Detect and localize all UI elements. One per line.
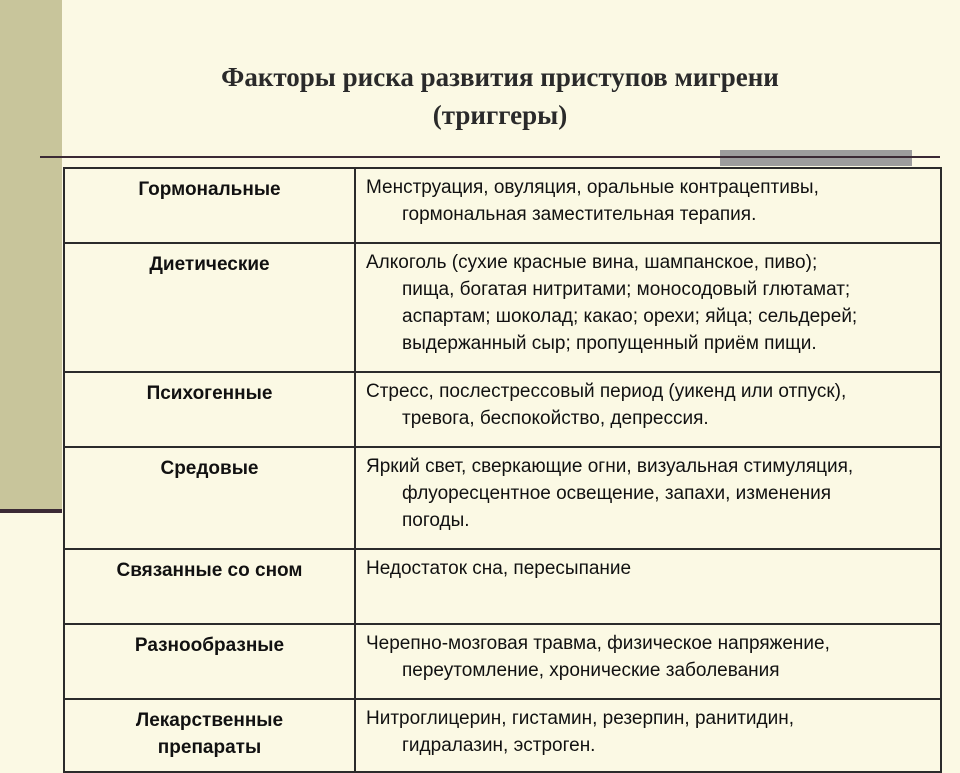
description-line: Менструация, овуляция, оральные контрацептивы,	[366, 177, 819, 198]
description-line: Нитроглицерин, гистамин, резерпин, ранитидин,	[366, 708, 795, 729]
description-line: переутомление, хронические заболевания	[402, 660, 780, 681]
table-row	[64, 243, 941, 372]
title-line-1: Факторы риска развития приступов мигрени	[221, 62, 779, 92]
triggers-table	[63, 167, 942, 773]
table-row	[64, 699, 941, 772]
title-divider	[40, 156, 940, 158]
description-line: тревога, беспокойство, депрессия.	[402, 408, 709, 429]
table-row	[64, 447, 941, 549]
description-line: флуоресцентное освещение, запахи, изменения	[402, 483, 832, 504]
description-line: Стресс, послестрессовый период (уикенд или отпуск),	[366, 381, 847, 402]
description-line: аспартам; шоколад; какао; орехи; яйца; сельдерей;	[402, 306, 858, 327]
slide-title	[90, 58, 910, 134]
description-cell	[355, 372, 941, 447]
description-line: Недостаток сна, пересыпание	[366, 558, 632, 579]
category-cell: Диетические	[64, 243, 355, 372]
description-line: Алкоголь (сухие красные вина, шампанское, пиво);	[366, 252, 818, 273]
category-cell: Психогенные	[64, 372, 355, 447]
category-cell: Гормональные	[64, 168, 355, 243]
left-accent-bar	[0, 0, 62, 512]
description-cell	[355, 243, 941, 372]
description-line: гормональная заместительная терапия.	[402, 204, 757, 225]
table-row	[64, 549, 941, 624]
description-cell	[355, 549, 941, 624]
title-accent-block	[720, 150, 912, 166]
left-accent-rule	[0, 509, 62, 513]
description-line: пища, богатая нитритами; моносодовый глютамат;	[402, 279, 851, 300]
table-row	[64, 168, 941, 243]
table-row	[64, 372, 941, 447]
description-line: погоды.	[402, 510, 470, 531]
description-line: выдержанный сыр; пропущенный приём пищи.	[402, 333, 817, 354]
description-cell	[355, 699, 941, 772]
description-cell	[355, 168, 941, 243]
title-line-2: (триггеры)	[432, 100, 568, 130]
description-line: Яркий свет, сверкающие огни, визуальная стимуляция,	[366, 456, 854, 477]
category-cell: Средовые	[64, 447, 355, 549]
description-cell	[355, 624, 941, 699]
category-cell: Разнообразные	[64, 624, 355, 699]
category-cell: Связанные со сном	[64, 549, 355, 624]
description-cell	[355, 447, 941, 549]
description-line: гидралазин, эстроген.	[402, 735, 596, 756]
description-line: Черепно-мозговая травма, физическое напряжение,	[366, 633, 830, 654]
category-cell: Лекарственные препараты	[64, 699, 355, 772]
table-row	[64, 624, 941, 699]
